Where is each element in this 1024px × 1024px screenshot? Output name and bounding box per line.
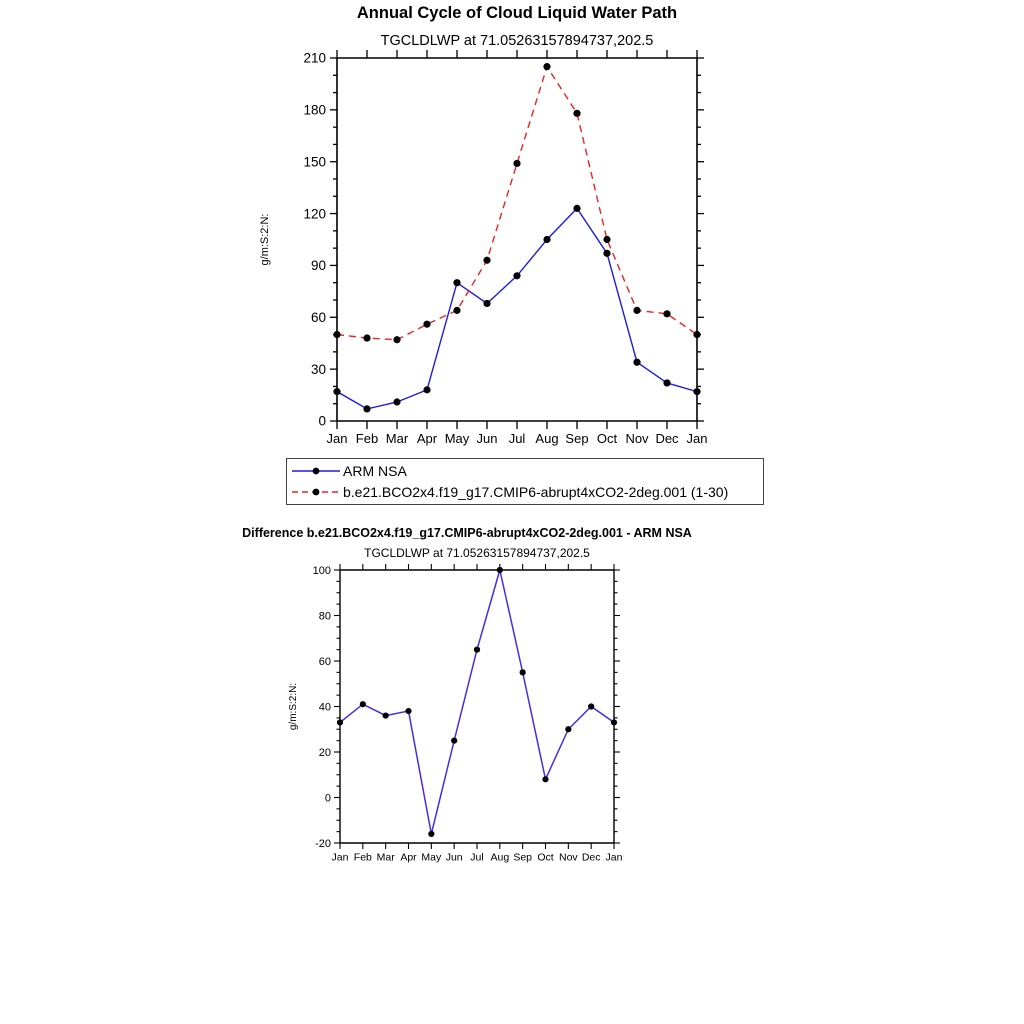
y-tick-label: 150 xyxy=(303,154,326,170)
month-label: Mar xyxy=(376,851,395,864)
series-line-0 xyxy=(340,570,614,834)
y-tick-label: 60 xyxy=(310,310,326,326)
month-label: Nov xyxy=(558,851,578,864)
data-point-marker xyxy=(573,205,580,212)
data-point-marker xyxy=(663,310,670,317)
month-label: Jun xyxy=(476,431,498,446)
month-label: Sep xyxy=(513,851,533,864)
series-line-0 xyxy=(337,208,697,409)
y-tick-label: 30 xyxy=(310,361,326,377)
data-point-marker xyxy=(633,359,640,366)
y-axis-title: g/m:S:2:N: xyxy=(288,682,299,731)
data-point-marker xyxy=(565,726,571,732)
legend-label-arm-nsa: ARM NSA xyxy=(343,462,407,479)
chart1-legend xyxy=(286,458,764,505)
data-point-marker xyxy=(453,279,460,286)
chart1-title: Annual Cycle of Cloud Liquid Water Path xyxy=(356,4,678,22)
data-point-marker xyxy=(573,110,580,117)
month-label: Mar xyxy=(385,431,409,446)
data-point-marker xyxy=(393,336,400,343)
difference-plot xyxy=(288,564,623,864)
data-point-marker xyxy=(474,647,480,653)
y-tick-label: 90 xyxy=(310,258,326,274)
month-label: Jan xyxy=(331,851,349,864)
data-point-marker xyxy=(483,300,490,307)
data-point-marker xyxy=(542,776,548,782)
data-point-marker xyxy=(405,708,411,714)
series-line-1 xyxy=(337,67,697,340)
chart2-title: Difference b.e21.BCO2x4.f19_g17.CMIP6-abrupt4xCO2-2deg.001 - ARM NSA xyxy=(242,526,692,540)
data-point-marker xyxy=(383,713,389,719)
data-point-marker xyxy=(513,272,520,279)
month-label: Oct xyxy=(596,431,618,446)
data-point-marker xyxy=(393,398,400,405)
month-label: Feb xyxy=(353,851,372,864)
data-point-marker xyxy=(497,567,503,573)
y-tick-label: 210 xyxy=(303,50,326,66)
data-point-marker xyxy=(543,236,550,243)
chart1-subtitle: TGCLDLWP at 71.05263157894737,202.5 xyxy=(380,33,654,49)
data-point-marker xyxy=(428,831,434,837)
y-axis-title: g/m:S:2:N: xyxy=(259,213,271,266)
month-label: May xyxy=(421,851,442,864)
data-point-marker xyxy=(663,379,670,386)
data-point-marker xyxy=(453,307,460,314)
y-tick-label: 80 xyxy=(318,610,331,623)
month-label: Apr xyxy=(416,431,438,446)
data-point-marker xyxy=(423,321,430,328)
month-label: Apr xyxy=(400,851,417,864)
data-point-marker xyxy=(603,250,610,257)
month-label: Jan xyxy=(605,851,623,864)
annual-cycle-plot xyxy=(259,50,707,446)
y-tick-label: 20 xyxy=(318,746,331,759)
data-point-marker xyxy=(333,331,340,338)
data-point-marker xyxy=(588,703,594,709)
data-point-marker xyxy=(693,388,700,395)
data-point-marker xyxy=(543,63,550,70)
data-point-marker xyxy=(360,701,366,707)
month-label: Dec xyxy=(655,431,679,446)
y-tick-label: 40 xyxy=(318,701,331,714)
y-tick-label: -20 xyxy=(315,837,331,850)
data-point-marker xyxy=(423,386,430,393)
data-point-marker xyxy=(363,334,370,341)
month-label: Jan xyxy=(326,431,348,446)
month-label: May xyxy=(444,431,470,446)
data-point-marker xyxy=(693,331,700,338)
solid-line-sample-icon xyxy=(291,465,341,477)
y-tick-label: 0 xyxy=(324,792,331,805)
data-point-marker xyxy=(483,257,490,264)
data-point-marker xyxy=(513,160,520,167)
data-point-marker xyxy=(451,738,457,744)
month-label: Jan xyxy=(686,431,708,446)
month-label: Jul xyxy=(470,851,484,864)
month-label: Feb xyxy=(355,431,379,446)
dashed-line-sample-icon xyxy=(291,486,341,498)
month-label: Oct xyxy=(537,851,554,864)
month-label: Jun xyxy=(445,851,463,864)
data-point-marker xyxy=(337,719,343,725)
month-label: Sep xyxy=(565,431,589,446)
legend-entry-model xyxy=(291,482,763,503)
data-point-marker xyxy=(603,236,610,243)
data-point-marker xyxy=(363,405,370,412)
data-point-marker xyxy=(333,388,340,395)
legend-label-model: b.e21.BCO2x4.f19_g17.CMIP6-abrupt4xCO2-2deg.001 (1-30) xyxy=(343,484,729,501)
month-label: Aug xyxy=(535,431,559,446)
y-tick-label: 180 xyxy=(303,102,326,118)
y-tick-label: 60 xyxy=(318,655,331,668)
month-label: Dec xyxy=(581,851,601,864)
month-label: Jul xyxy=(508,431,526,446)
chart2-subtitle: TGCLDLWP at 71.05263157894737,202.5 xyxy=(364,546,590,560)
data-point-marker xyxy=(520,669,526,675)
month-label: Nov xyxy=(625,431,649,446)
data-point-marker xyxy=(633,307,640,314)
y-tick-label: 0 xyxy=(318,413,326,429)
data-point-marker xyxy=(611,719,617,725)
y-tick-label: 100 xyxy=(312,564,331,577)
legend-entry-arm-nsa xyxy=(291,460,763,481)
y-tick-label: 120 xyxy=(303,206,326,222)
month-label: Aug xyxy=(490,851,510,864)
